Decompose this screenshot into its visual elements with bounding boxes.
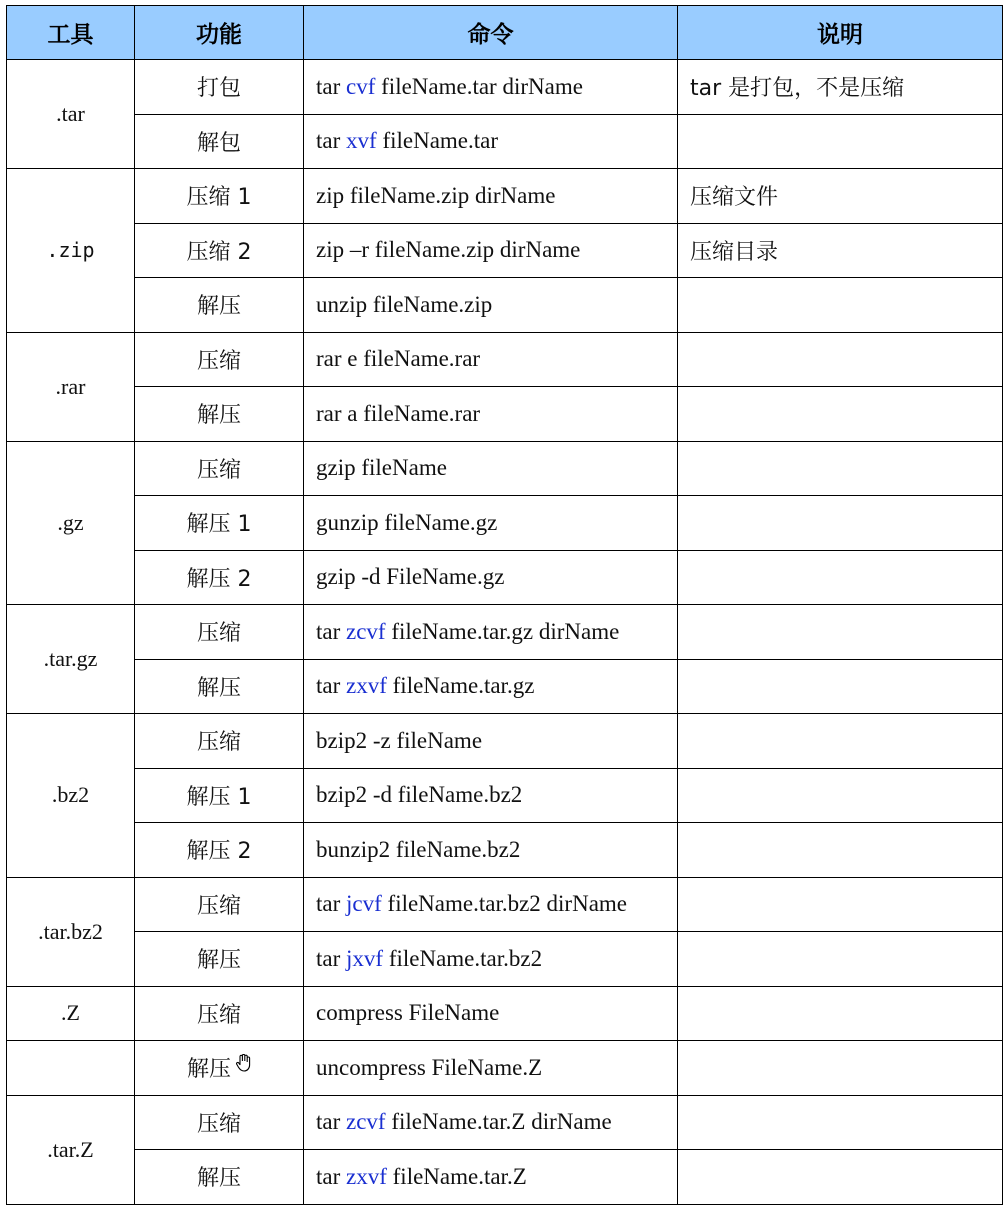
function-cell: 解压 1 bbox=[135, 768, 304, 823]
command-text: fileName.tar.Z dirName bbox=[385, 1109, 612, 1135]
hand-cursor-icon bbox=[235, 1054, 251, 1072]
command-text: tar bbox=[316, 1109, 347, 1135]
command-text: fileName.tar.bz2 dirName bbox=[381, 891, 628, 917]
note-cell: 压缩文件 bbox=[678, 169, 1003, 224]
function-label: 解压 bbox=[186, 1057, 231, 1083]
table-row bbox=[7, 986, 1003, 1041]
command-cell: rar e fileName.rar bbox=[304, 332, 678, 387]
table-row bbox=[7, 932, 1003, 987]
table-row bbox=[7, 1150, 1003, 1205]
table-row bbox=[7, 387, 1003, 442]
command-cell: bzip2 -d fileName.bz2 bbox=[304, 768, 678, 823]
function-cell: 压缩 bbox=[135, 877, 304, 932]
command-text: fileName.tar dirName bbox=[375, 73, 583, 99]
command-cell: unzip fileName.zip bbox=[304, 278, 678, 333]
command-text: fileName.tar.Z bbox=[386, 1163, 527, 1189]
command-text: tar bbox=[316, 618, 347, 644]
table-row bbox=[7, 223, 1003, 278]
command-option: zcvf bbox=[346, 618, 386, 644]
note-cell bbox=[678, 986, 1003, 1041]
table-row bbox=[7, 332, 1003, 387]
table-row bbox=[7, 1041, 1003, 1096]
command-text: fileName.tar.bz2 bbox=[383, 945, 543, 971]
function-cell: 解包 bbox=[135, 114, 304, 169]
note-cell bbox=[678, 387, 1003, 442]
function-cell: 压缩 bbox=[135, 605, 304, 660]
function-cell: 压缩 1 bbox=[135, 169, 304, 224]
command-cell: bzip2 -z fileName bbox=[304, 714, 678, 769]
note-cell: 压缩目录 bbox=[678, 223, 1003, 278]
command-cell: gzip fileName bbox=[304, 441, 678, 496]
command-text: tar bbox=[316, 945, 347, 971]
note-cell bbox=[678, 714, 1003, 769]
function-cell: 打包 bbox=[135, 60, 304, 115]
note-cell bbox=[678, 332, 1003, 387]
note-cell bbox=[678, 441, 1003, 496]
function-cell: 压缩 bbox=[135, 714, 304, 769]
table-row bbox=[7, 550, 1003, 605]
command-cell bbox=[304, 60, 678, 115]
command-text: fileName.tar.gz bbox=[386, 673, 535, 699]
function-cell: 压缩 bbox=[135, 332, 304, 387]
command-cell: zip fileName.zip dirName bbox=[304, 169, 678, 224]
function-cell: 解压 bbox=[135, 659, 304, 714]
note-cell bbox=[678, 496, 1003, 551]
command-text: tar bbox=[316, 673, 347, 699]
note-cell bbox=[678, 877, 1003, 932]
table-row bbox=[7, 278, 1003, 333]
function-cell: 解压 bbox=[135, 278, 304, 333]
function-cell: 解压 1 bbox=[135, 496, 304, 551]
command-option: cvf bbox=[346, 73, 376, 99]
note-cell bbox=[678, 114, 1003, 169]
command-cell: compress FileName bbox=[304, 986, 678, 1041]
note-cell bbox=[678, 659, 1003, 714]
tool-cell: .tar.bz2 bbox=[7, 877, 135, 986]
command-option: jxvf bbox=[346, 945, 384, 971]
note-cell bbox=[678, 278, 1003, 333]
note-cell bbox=[678, 1150, 1003, 1205]
header-row bbox=[7, 6, 1003, 60]
command-text: tar bbox=[316, 128, 347, 154]
note-cell bbox=[678, 1041, 1003, 1096]
command-cell: bunzip2 fileName.bz2 bbox=[304, 823, 678, 878]
header-tool: 工具 bbox=[7, 6, 135, 60]
header-note: 说明 bbox=[678, 6, 1003, 60]
header-function: 功能 bbox=[135, 6, 304, 60]
compression-table bbox=[6, 5, 1003, 1205]
command-cell bbox=[304, 1095, 678, 1150]
note-cell: tar 是打包，不是压缩 bbox=[678, 60, 1003, 115]
table-row bbox=[7, 768, 1003, 823]
function-cell: 压缩 bbox=[135, 1095, 304, 1150]
command-cell: uncompress FileName.Z bbox=[304, 1041, 678, 1096]
table-row bbox=[7, 169, 1003, 224]
command-option: zxvf bbox=[346, 1163, 387, 1189]
header-command: 命令 bbox=[304, 6, 678, 60]
tool-cell: .Z bbox=[7, 986, 135, 1041]
tool-cell: .gz bbox=[7, 441, 135, 605]
command-cell: gzip -d FileName.gz bbox=[304, 550, 678, 605]
command-option: zxvf bbox=[346, 673, 387, 699]
table-row bbox=[7, 60, 1003, 115]
function-cell: 压缩 2 bbox=[135, 223, 304, 278]
table-row bbox=[7, 114, 1003, 169]
tool-cell: .bz2 bbox=[7, 714, 135, 878]
table-row bbox=[7, 714, 1003, 769]
tool-cell-empty bbox=[7, 1041, 135, 1096]
note-cell bbox=[678, 932, 1003, 987]
command-option: jcvf bbox=[346, 891, 382, 917]
command-cell bbox=[304, 605, 678, 660]
function-cell bbox=[135, 1041, 304, 1096]
tool-cell: .rar bbox=[7, 332, 135, 441]
note-cell bbox=[678, 768, 1003, 823]
tool-cell: .tar.gz bbox=[7, 605, 135, 714]
function-cell: 解压 bbox=[135, 932, 304, 987]
function-cell: 解压 bbox=[135, 1150, 304, 1205]
command-cell bbox=[304, 877, 678, 932]
command-text: fileName.tar bbox=[376, 128, 499, 154]
table-row bbox=[7, 496, 1003, 551]
command-cell bbox=[304, 114, 678, 169]
tool-cell: .tar bbox=[7, 60, 135, 169]
command-cell: zip –r fileName.zip dirName bbox=[304, 223, 678, 278]
note-cell bbox=[678, 550, 1003, 605]
command-text: fileName.tar.gz dirName bbox=[385, 618, 620, 644]
command-text: tar bbox=[316, 73, 347, 99]
function-cell: 压缩 bbox=[135, 986, 304, 1041]
table-row bbox=[7, 441, 1003, 496]
function-cell: 压缩 bbox=[135, 441, 304, 496]
compression-commands-sheet bbox=[6, 5, 1002, 1210]
table-row bbox=[7, 659, 1003, 714]
tool-cell: .tar.Z bbox=[7, 1095, 135, 1204]
tool-cell: .zip bbox=[7, 169, 135, 333]
function-cell: 解压 2 bbox=[135, 823, 304, 878]
table-row bbox=[7, 823, 1003, 878]
command-cell bbox=[304, 659, 678, 714]
table-row bbox=[7, 877, 1003, 932]
command-text: tar bbox=[316, 1163, 347, 1189]
function-cell: 解压 bbox=[135, 387, 304, 442]
command-cell: gunzip fileName.gz bbox=[304, 496, 678, 551]
command-cell bbox=[304, 932, 678, 987]
command-text: tar bbox=[316, 891, 347, 917]
command-cell: rar a fileName.rar bbox=[304, 387, 678, 442]
function-cell: 解压 2 bbox=[135, 550, 304, 605]
table-row bbox=[7, 605, 1003, 660]
note-cell bbox=[678, 823, 1003, 878]
note-cell bbox=[678, 605, 1003, 660]
command-option: xvf bbox=[346, 128, 377, 154]
table-row bbox=[7, 1095, 1003, 1150]
command-option: zcvf bbox=[346, 1109, 386, 1135]
command-cell bbox=[304, 1150, 678, 1205]
note-cell bbox=[678, 1095, 1003, 1150]
